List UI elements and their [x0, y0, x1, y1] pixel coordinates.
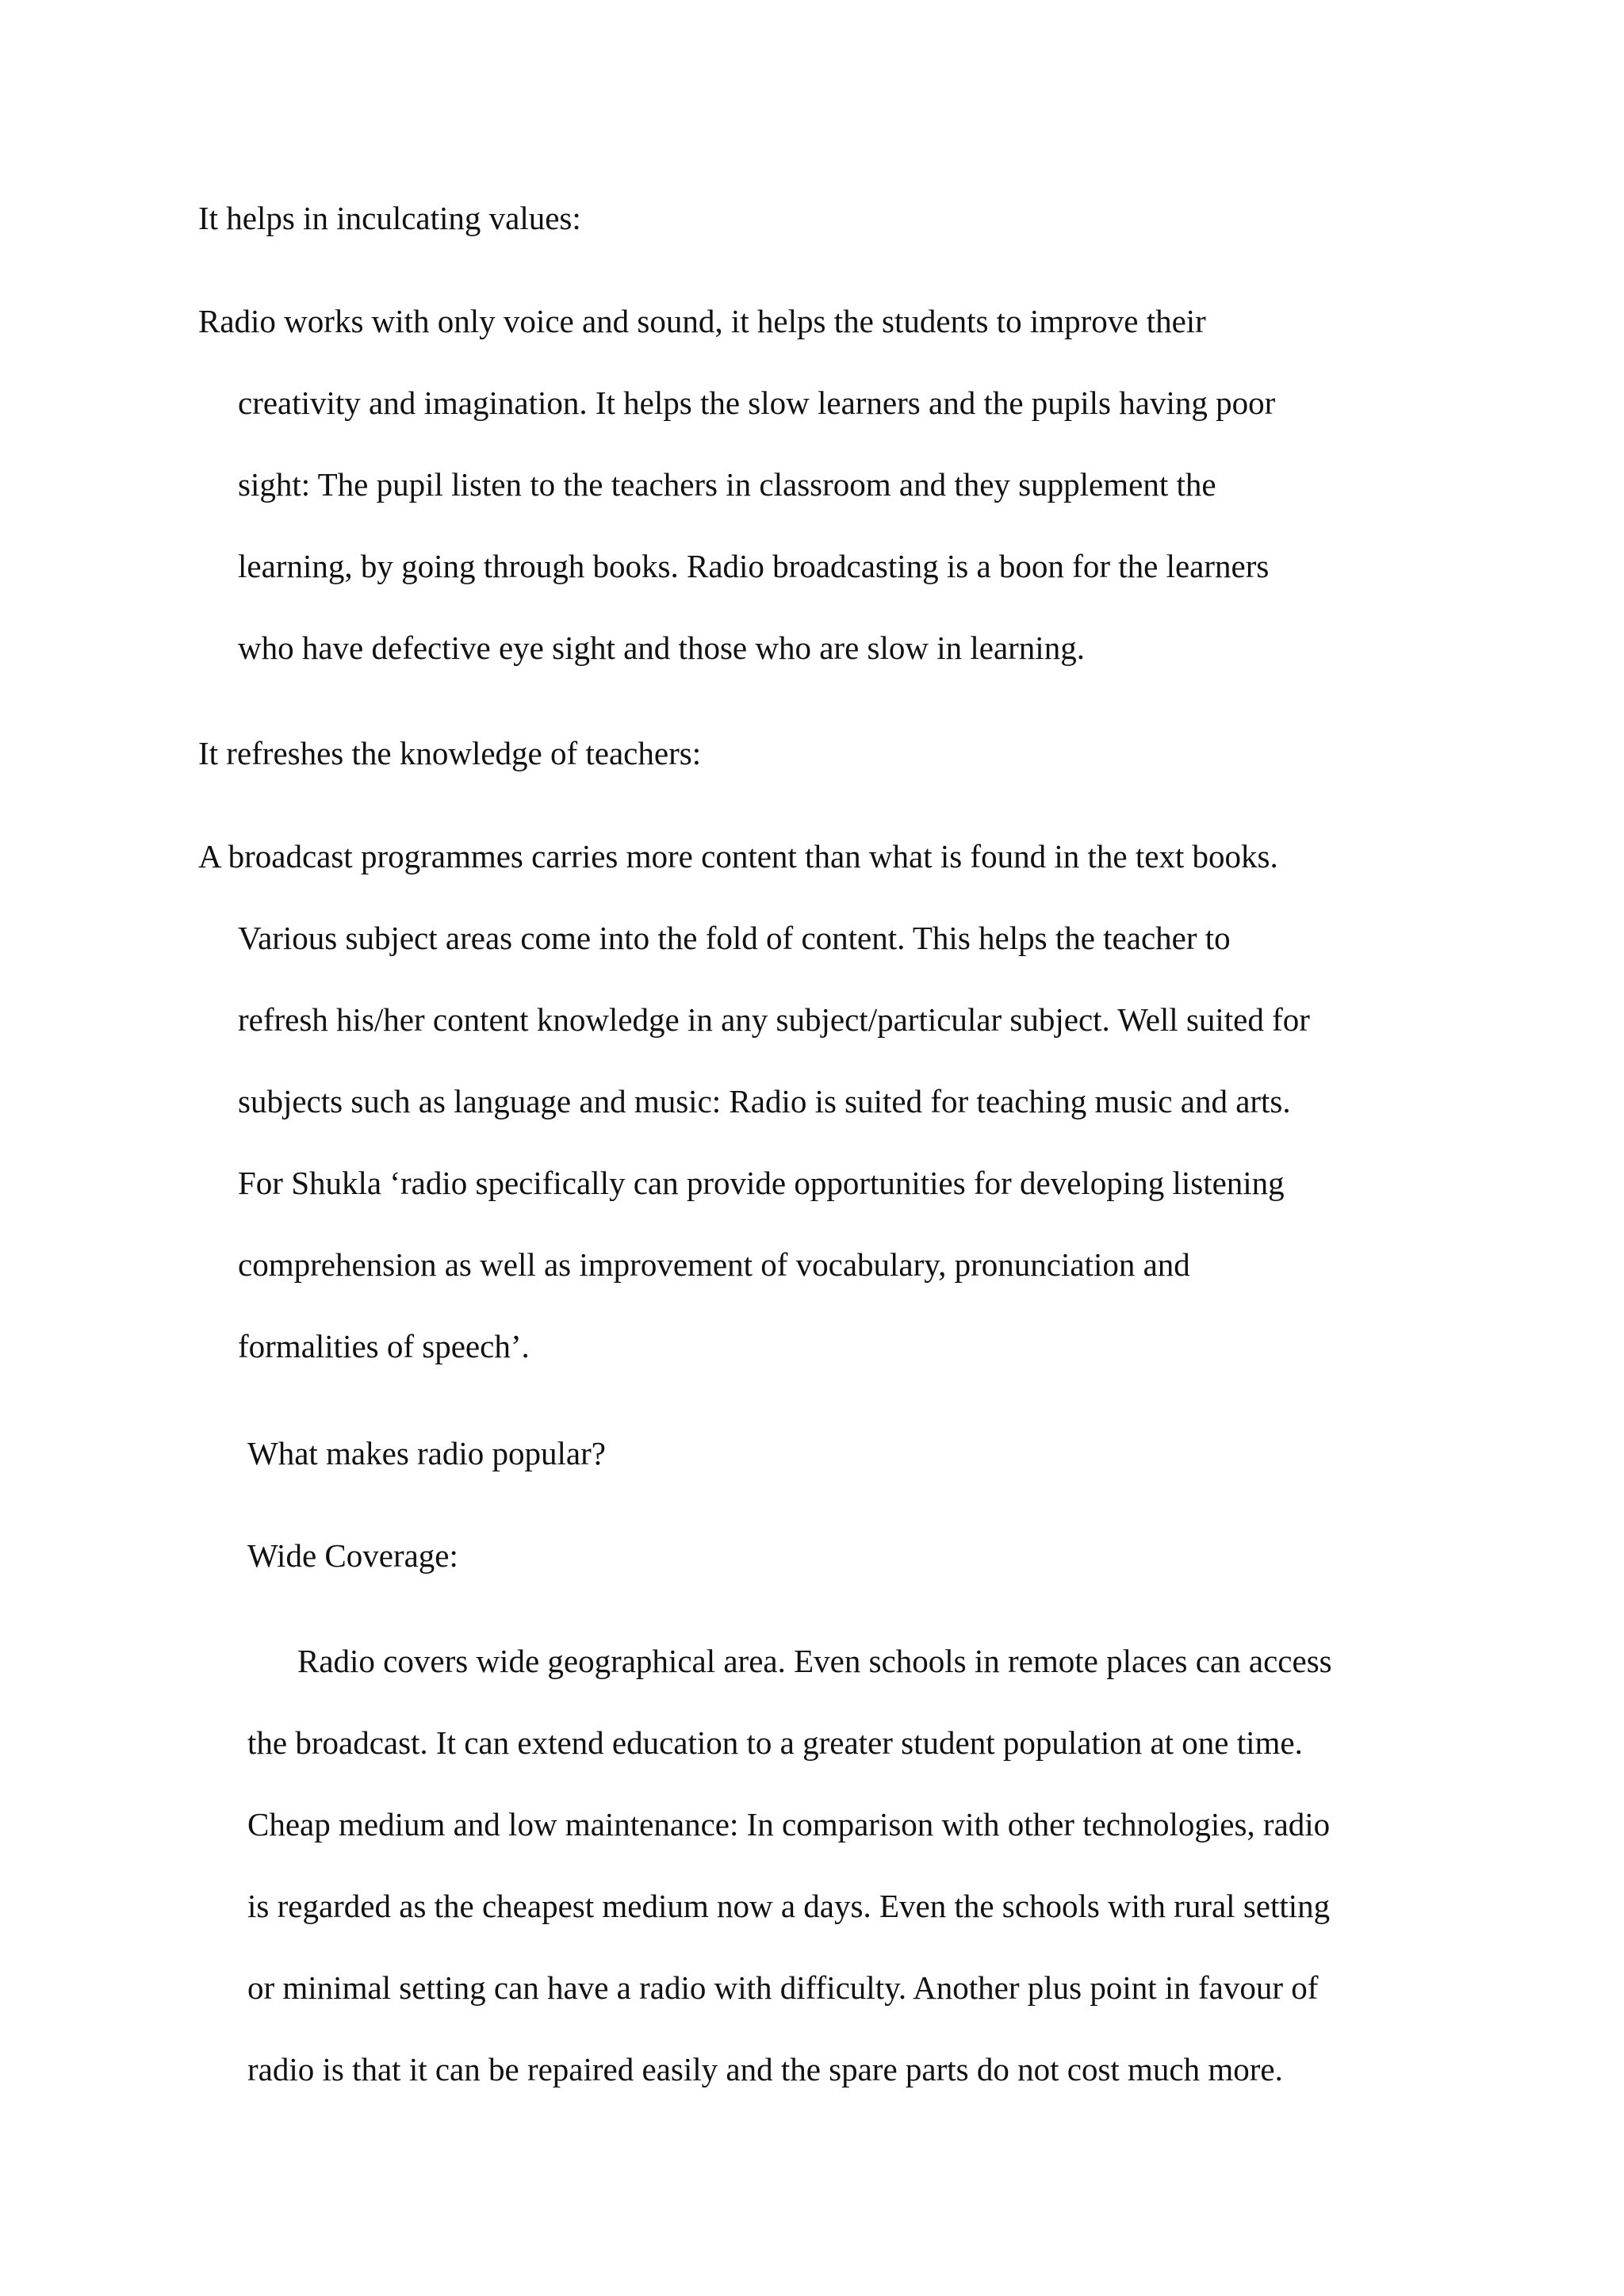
paragraph-line: Radio covers wide geographical area. Even schools in remote places can access: [297, 1643, 1332, 1679]
paragraph-line: comprehension as well as improvement of vocabulary, pronunciation and: [238, 1246, 1190, 1283]
paragraph-line: creativity and imagination. It helps the slow learners and the pupils having poor: [238, 385, 1276, 421]
paragraph-line: subjects such as language and music: Radio is suited for teaching music and arts.: [238, 1083, 1291, 1119]
paragraph-line: Cheap medium and low maintenance: In comparison with other technologies, radio: [247, 1806, 1331, 1843]
paragraph-line: who have defective eye sight and those who are slow in learning.: [238, 629, 1085, 666]
paragraph-line: sight: The pupil listen to the teachers in classroom and they supplement the: [238, 466, 1216, 503]
paragraph-line: refresh his/her content knowledge in any subject/particular subject. Well suited for: [238, 1001, 1310, 1038]
paragraph-line: radio is that it can be repaired easily and the spare parts do not cost much more.: [247, 2051, 1283, 2087]
paragraph-line: Various subject areas come into the fold of content. This helps the teacher to: [238, 920, 1231, 956]
subheading-wide-coverage: Wide Coverage:: [247, 1537, 458, 1574]
section-heading-values: It helps in inculcating values:: [198, 200, 581, 236]
paragraph-line: For Shukla ‘radio specifically can provide opportunities for developing listening: [238, 1165, 1285, 1201]
section-heading-popular: What makes radio popular?: [247, 1435, 606, 1471]
section-heading-teachers: It refreshes the knowledge of teachers:: [198, 735, 702, 771]
paragraph-line: or minimal setting can have a radio with difficulty. Another plus point in favour of: [247, 1969, 1319, 2006]
paragraph-line: Radio works with only voice and sound, it helps the students to improve their: [198, 303, 1206, 339]
paragraph-line: learning, by going through books. Radio broadcasting is a boon for the learners: [238, 548, 1270, 584]
paragraph-line: the broadcast. It can extend education to a greater student population at one time.: [247, 1724, 1303, 1761]
paragraph-line: A broadcast programmes carries more content than what is found in the text books.: [198, 838, 1278, 874]
paragraph-line: is regarded as the cheapest medium now a days. Even the schools with rural setting: [247, 1888, 1331, 1924]
paragraph-line: formalities of speech’.: [238, 1328, 530, 1364]
